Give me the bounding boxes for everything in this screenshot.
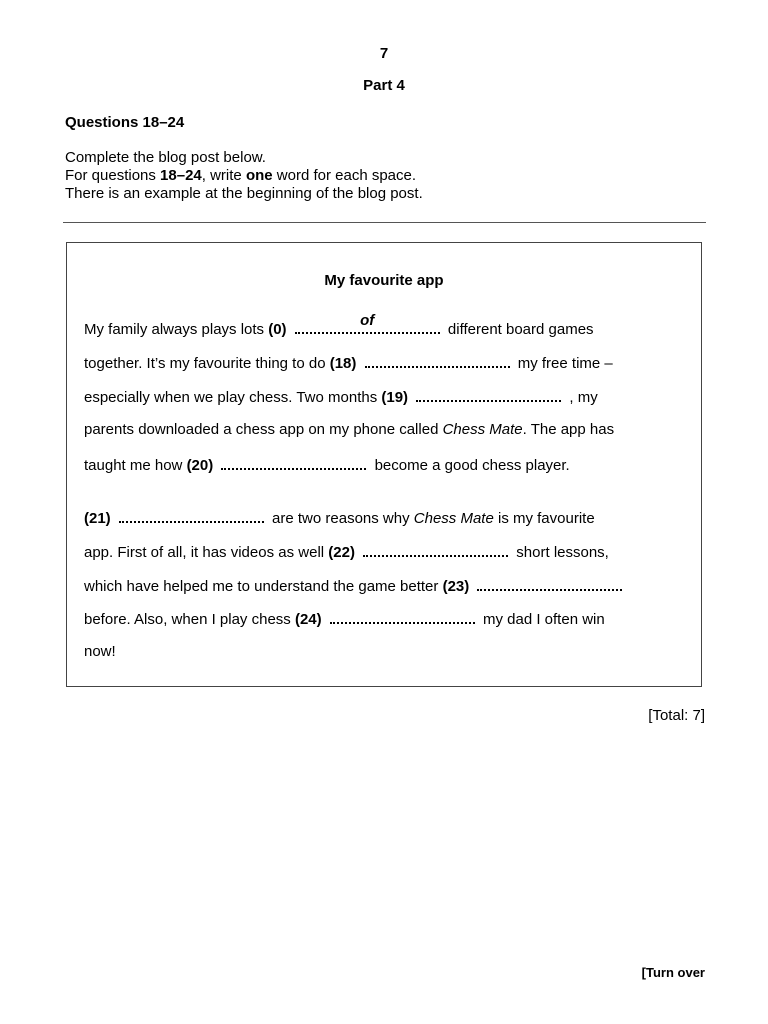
question-number-0: (0) <box>268 321 287 338</box>
answer-gap-23[interactable] <box>477 575 622 591</box>
answer-gap-24[interactable] <box>330 608 475 624</box>
instruction-line-1: Complete the blog post below. <box>65 149 266 166</box>
answer-gap-22[interactable] <box>363 541 508 557</box>
blog-text: my free time – <box>513 355 613 372</box>
turn-over-note: [Turn over <box>641 965 705 980</box>
question-number-23: (23) <box>442 578 470 595</box>
blog-text: app. First of all, it has videos as well <box>84 544 329 561</box>
blog-line-4 <box>84 420 614 440</box>
questions-heading: Questions 18–24 <box>65 114 185 131</box>
blog-text: , my <box>565 389 598 406</box>
instruction-line-2 <box>65 167 416 185</box>
answer-gap-21[interactable] <box>119 507 264 523</box>
blog-title: My favourite app <box>324 272 444 289</box>
question-range: 18–24 <box>160 167 202 184</box>
instruction-line-3: There is an example at the beginning of the blog post. <box>65 185 423 202</box>
instruction-text: word for each space. <box>272 167 417 184</box>
blog-text: my dad I often win <box>478 611 605 628</box>
blog-line-6 <box>84 507 595 529</box>
answer-gap-0 <box>295 312 440 334</box>
question-number-18: (18) <box>329 355 357 372</box>
app-name: Chess Mate <box>442 421 523 438</box>
question-number-19: (19) <box>381 389 409 406</box>
blog-text: are two reasons why <box>267 510 414 527</box>
answer-gap-18[interactable] <box>365 352 510 368</box>
blog-line-8 <box>84 575 626 597</box>
word-count-emphasis: one <box>245 167 273 184</box>
question-number-21: (21) <box>84 510 111 527</box>
answer-gap-20[interactable] <box>221 454 366 470</box>
blog-text: . The app has <box>522 421 615 438</box>
blog-text: different board games <box>443 321 594 338</box>
question-number-24: (24) <box>294 611 322 628</box>
blog-line-10: now! <box>84 643 116 660</box>
blog-line-1 <box>84 312 594 340</box>
page-number: 7 <box>379 45 389 62</box>
blog-line-3 <box>84 386 598 408</box>
instruction-text: , write <box>201 167 246 184</box>
part-title: Part 4 <box>363 77 405 94</box>
blog-text: parents downloaded a chess app on my phone called <box>84 421 443 438</box>
blog-text: together. It’s my favourite thing to do <box>84 355 330 372</box>
blog-line-5 <box>84 454 570 476</box>
blog-text: short lessons, <box>512 544 609 561</box>
question-number-22: (22) <box>328 544 355 561</box>
divider <box>63 222 706 223</box>
instruction-text: For questions <box>65 167 161 184</box>
blog-text: which have helped me to understand the game better <box>84 578 443 595</box>
blog-text: before. Also, when I play chess <box>84 611 295 628</box>
app-name: Chess Mate <box>413 510 494 527</box>
blog-line-7 <box>84 541 609 563</box>
example-answer: of <box>360 312 375 329</box>
blog-text: My family always plays lots <box>84 321 269 338</box>
total-marks: [Total: 7] <box>648 707 705 724</box>
blog-line-2 <box>84 352 613 374</box>
question-number-20: (20) <box>186 457 214 474</box>
blog-line-9 <box>84 608 605 630</box>
blog-text: become a good chess player. <box>370 457 570 474</box>
blog-text: is my favourite <box>493 510 595 527</box>
answer-gap-19[interactable] <box>416 386 561 402</box>
blog-text: especially when we play chess. Two months <box>84 389 382 406</box>
blog-text: taught me how <box>84 457 187 474</box>
